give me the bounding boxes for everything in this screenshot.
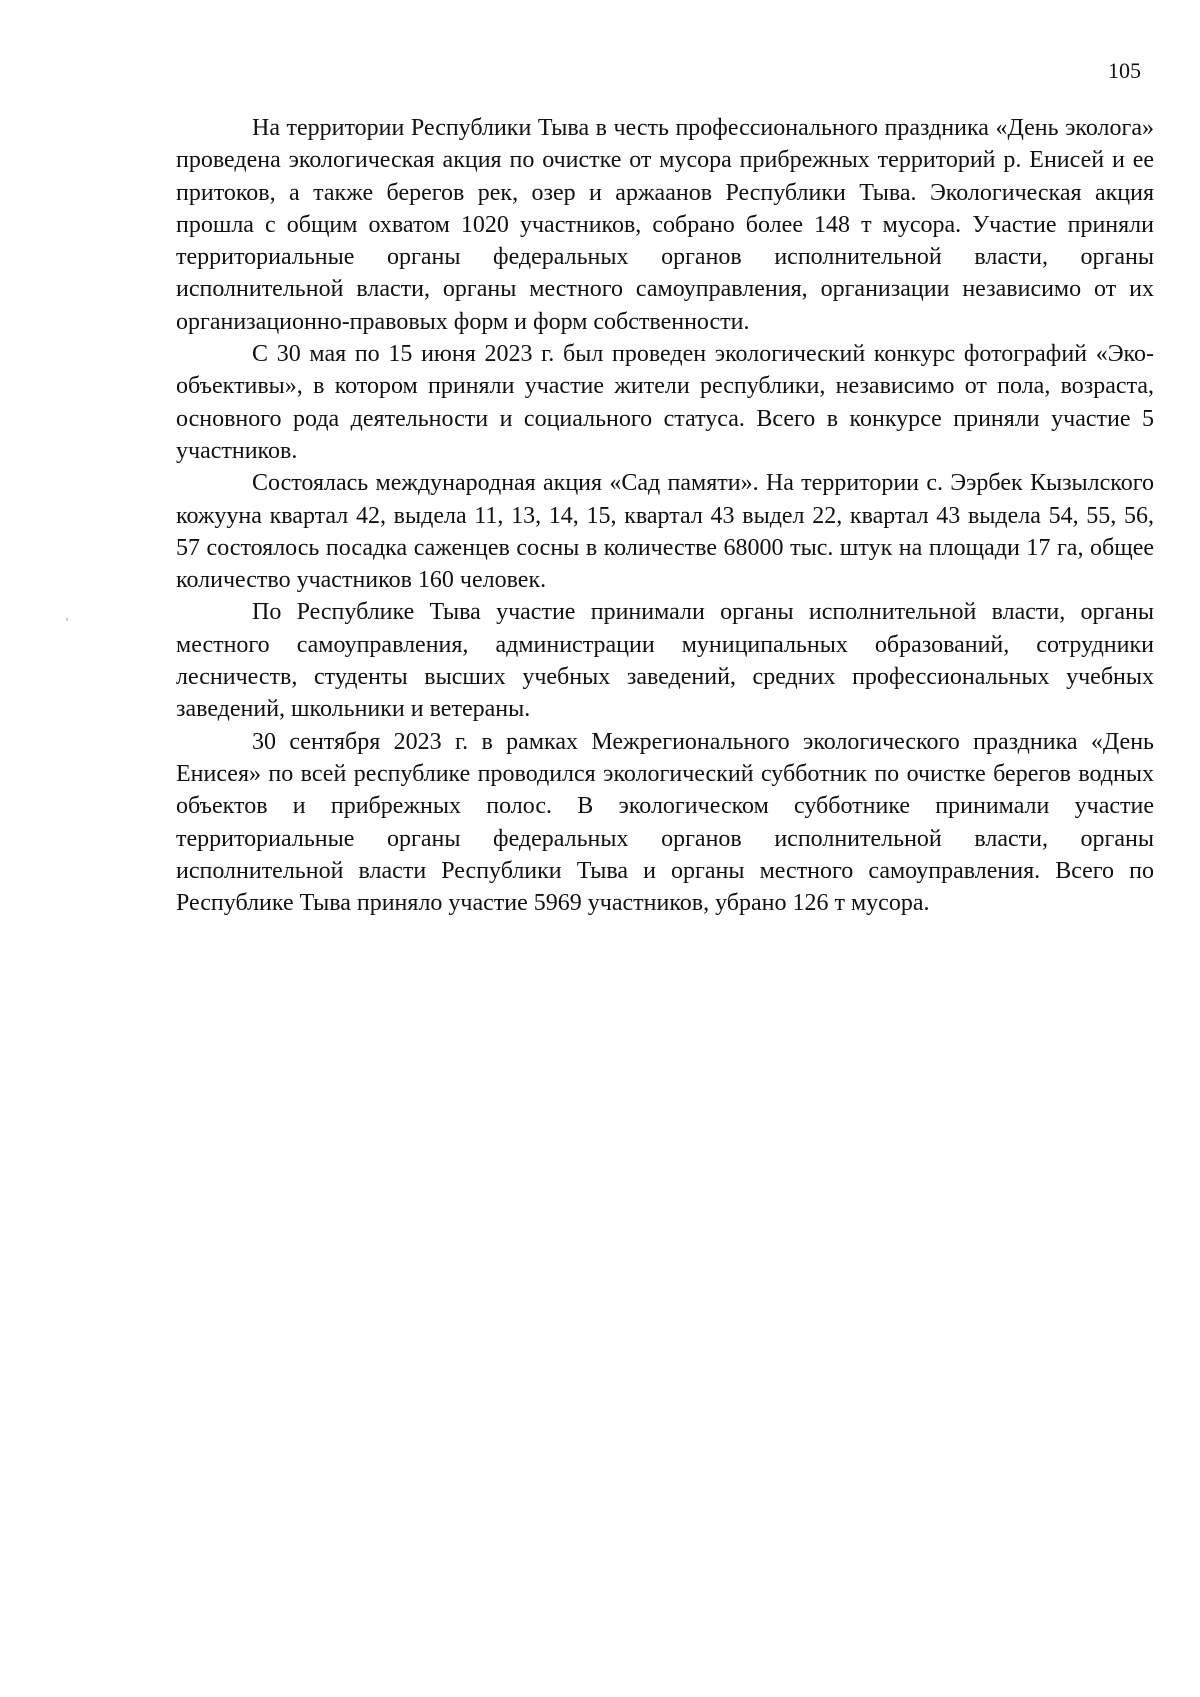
scan-artifact xyxy=(66,618,68,621)
body-text xyxy=(176,112,1154,919)
paragraph-garden-of-memory: Состоялась международная акция «Сад памяти». На территории с. Ээрбек Кызылского кожууна квартал 42, выдела 11, 13, 14, 15, квартал 43 выдел 22, квартал 43 выдела 54, 55, 56, 57 состоялось посадка саженцев сосны в количестве 68000 тыс. штук на площади 17 га, общее количество участников 160 человек. xyxy=(176,470,1154,594)
paragraph-participants: По Республике Тыва участие принимали органы исполнительной власти, органы местного самоуправления, администрации муниципальных образований, сотрудники лесничеств, студенты высших учебных заведений, средних профессиональных учебных заведений, школьники и ветераны. xyxy=(176,599,1154,723)
paragraph-ecologist-day: На территории Республики Тыва в честь профессионального праздника «День эколога» проведена экологическая акция по очистке от мусора прибрежных территорий р. Енисей и ее притоков, а также берегов рек, озер и аржаанов Республики Тыва. Экологическая акция прошла с общим охватом 1020 участников, собрано более 148 т мусора. Участие приняли территориальные органы федеральных органов исполнительной власти, органы исполнительной власти, органы местного самоуправления, организации независимо от их организационно-правовых форм и форм собственности. xyxy=(176,115,1154,335)
paragraph-yenisei-day: 30 сентября 2023 г. в рамках Межрегионального экологического праздника «День Енисея» по всей республике проводился экологический субботник по очистке берегов водных объектов и прибрежных полос. В экологическом субботнике принимали участие территориальные органы федеральных органов исполнительной власти, органы исполнительной власти Республики Тыва и органы местного самоуправления. Всего по Республике Тыва приняло участие 5969 участников, убрано 126 т мусора. xyxy=(176,728,1154,917)
paragraph-photo-contest: С 30 мая по 15 июня 2023 г. был проведен экологический конкурс фотографий «Эко-объективы», в котором приняли участие жители республики, независимо от пола, возраста, основного рода деятельности и социального статуса. Всего в конкурсе приняли участие 5 участников. xyxy=(176,341,1154,464)
page-number: 105 xyxy=(1108,58,1141,83)
